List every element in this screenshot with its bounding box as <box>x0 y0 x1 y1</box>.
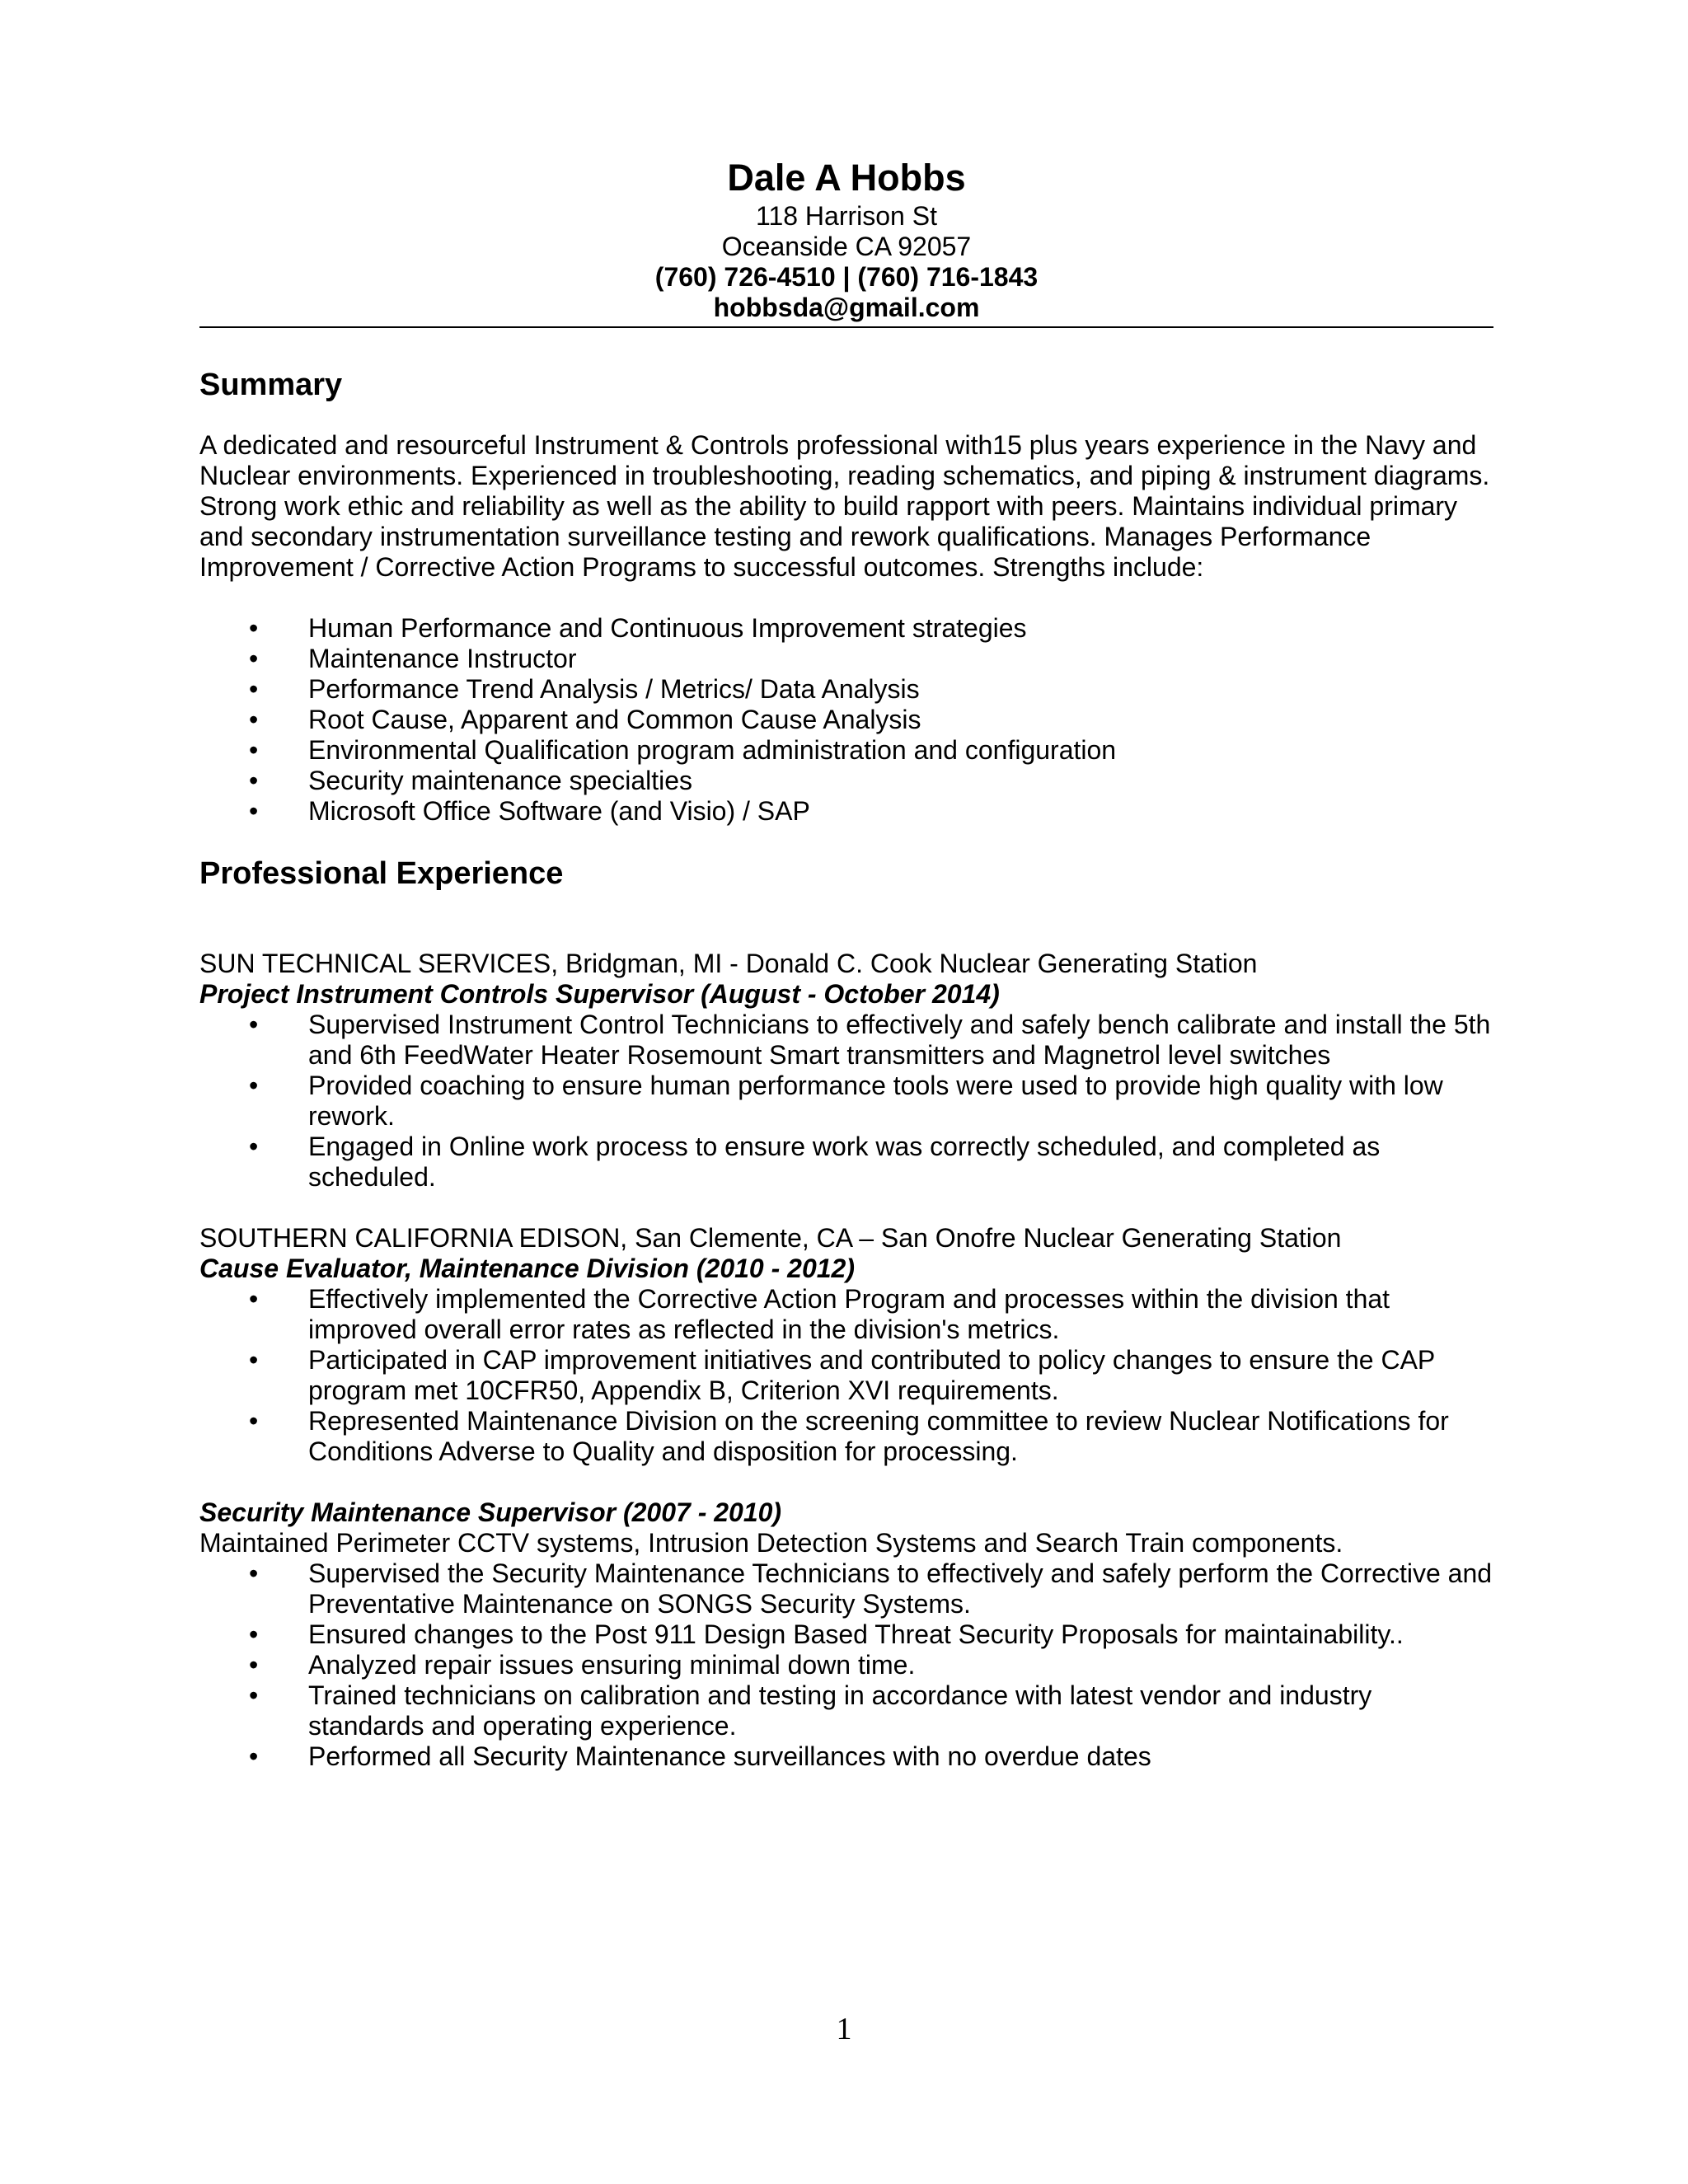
bullet-icon: • <box>249 705 259 734</box>
employer-line: SOUTHERN CALIFORNIA EDISON, San Clemente, CA – San Onofre Nuclear Generating Station <box>199 1223 1342 1253</box>
list-item <box>199 1406 1493 1467</box>
strength-text: Human Performance and Continuous Improvement strategies <box>308 613 1027 643</box>
summary-heading: Summary <box>199 368 343 402</box>
bullet-text: Supervised Instrument Control Technicians to effectively and safely bench calibrate and install the 5th and 6th FeedWater Heater Rosemount Smart transmitters and Magnetrol level switches <box>308 1010 1491 1070</box>
bullet-text: Analyzed repair issues ensuring minimal down time. <box>308 1650 916 1680</box>
job-entry <box>199 1497 1493 1772</box>
list-item <box>199 613 1493 644</box>
strength-text: Environmental Qualification program administration and configuration <box>308 735 1117 765</box>
bullet-icon: • <box>249 613 259 643</box>
list-item <box>199 1558 1493 1619</box>
bullet-text: Trained technicians on calibration and testing in accordance with latest vendor and industry standards and operating experience. <box>308 1680 1372 1741</box>
list-item <box>199 1132 1493 1193</box>
experience-heading: Professional Experience <box>199 856 564 891</box>
list-item <box>199 644 1493 674</box>
bullet-icon: • <box>249 1132 259 1161</box>
list-item <box>199 1680 1493 1741</box>
job-bullets <box>199 1558 1493 1772</box>
list-item <box>199 1071 1493 1132</box>
contact-header <box>199 155 1493 323</box>
strength-text: Performance Trend Analysis / Metrics/ Data Analysis <box>308 674 920 704</box>
email-address: hobbsda@gmail.com <box>713 293 980 322</box>
bullet-text: Engaged in Online work process to ensure work was correctly scheduled, and completed as scheduled. <box>308 1132 1381 1192</box>
job-role: Cause Evaluator, Maintenance Division (2010 - 2012) <box>199 1254 855 1283</box>
bullet-icon: • <box>249 1680 259 1710</box>
bullet-icon: • <box>249 796 259 826</box>
job-role: Project Instrument Controls Supervisor (August - October 2014) <box>199 979 1000 1009</box>
strength-text: Maintenance Instructor <box>308 644 577 673</box>
list-item <box>199 1284 1493 1345</box>
strengths-list <box>199 613 1493 827</box>
list-item <box>199 766 1493 796</box>
bullet-icon: • <box>249 1741 259 1771</box>
bullet-icon: • <box>249 735 259 765</box>
bullet-text: Represented Maintenance Division on the screening committee to review Nuclear Notifications for Conditions Adverse to Quality and disposition for processing. <box>308 1406 1449 1466</box>
job-bullets <box>199 1010 1493 1193</box>
bullet-icon: • <box>249 674 259 704</box>
bullet-icon: • <box>249 1619 259 1649</box>
bullet-icon: • <box>249 766 259 795</box>
candidate-name: Dale A Hobbs <box>727 157 966 199</box>
list-item <box>199 1345 1493 1406</box>
summary-paragraph: A dedicated and resourceful Instrument & Controls professional with15 plus years experience in the Navy and Nuclear environments. Experienced in troubleshooting, reading schematics, and piping & instrument diagrams. Strong work ethic and reliability as well as the ability to build rapport with peers. Maintains individual primary and secondary instrumentation surveillance testing and rework qualifications. Manages Performance Improvement / Corrective Action Programs to successful outcomes. Strengths include: <box>199 430 1490 582</box>
list-item <box>199 1010 1493 1071</box>
resume-content <box>199 155 1493 1772</box>
bullet-text: Ensured changes to the Post 911 Design Based Threat Security Proposals for maintainability.. <box>308 1619 1404 1649</box>
list-item <box>199 1650 1493 1680</box>
strength-text: Security maintenance specialties <box>308 766 693 795</box>
bullet-text: Participated in CAP improvement initiatives and contributed to policy changes to ensure the CAP program met 10CFR50, Appendix B, Criterion XVI requirements. <box>308 1345 1435 1405</box>
page-number: 1 <box>836 2012 852 2046</box>
bullet-text: Supervised the Security Maintenance Technicians to effectively and safely perform the Corrective and Preventative Maintenance on SONGS Security Systems. <box>308 1558 1493 1619</box>
list-item <box>199 705 1493 735</box>
bullet-text: Effectively implemented the Corrective Action Program and processes within the division that improved overall error rates as reflected in the division's metrics. <box>308 1284 1390 1344</box>
bullet-icon: • <box>249 1558 259 1588</box>
bullet-icon: • <box>249 1284 259 1314</box>
job-entry <box>199 1223 1493 1467</box>
bullet-icon: • <box>249 1406 259 1436</box>
list-item <box>199 1741 1493 1772</box>
job-role: Security Maintenance Supervisor (2007 - 2010) <box>199 1497 782 1527</box>
city-state-zip: Oceanside CA 92057 <box>721 232 972 261</box>
bullet-icon: • <box>249 1071 259 1100</box>
bullet-icon: • <box>249 1650 259 1680</box>
phone-numbers: (760) 726-4510 | (760) 716-1843 <box>654 262 1039 292</box>
list-item <box>199 674 1493 705</box>
bullet-icon: • <box>249 644 259 673</box>
bullet-text: Performed all Security Maintenance surveillances with no overdue dates <box>308 1741 1151 1771</box>
strength-text: Microsoft Office Software (and Visio) / SAP <box>308 796 810 826</box>
employer-line: SUN TECHNICAL SERVICES, Bridgman, MI - Donald C. Cook Nuclear Generating Station <box>199 949 1258 978</box>
job-bullets <box>199 1284 1493 1467</box>
bullet-icon: • <box>249 1010 259 1039</box>
job-description: Maintained Perimeter CCTV systems, Intrusion Detection Systems and Search Train components. <box>199 1528 1343 1558</box>
street-address: 118 Harrison St <box>756 201 937 231</box>
strength-text: Root Cause, Apparent and Common Cause Analysis <box>308 705 921 734</box>
job-entry <box>199 949 1493 1193</box>
bullet-text: Provided coaching to ensure human performance tools were used to provide high quality with low rework. <box>308 1071 1443 1131</box>
list-item <box>199 796 1493 827</box>
bullet-icon: • <box>249 1345 259 1375</box>
list-item <box>199 735 1493 766</box>
list-item <box>199 1619 1493 1650</box>
